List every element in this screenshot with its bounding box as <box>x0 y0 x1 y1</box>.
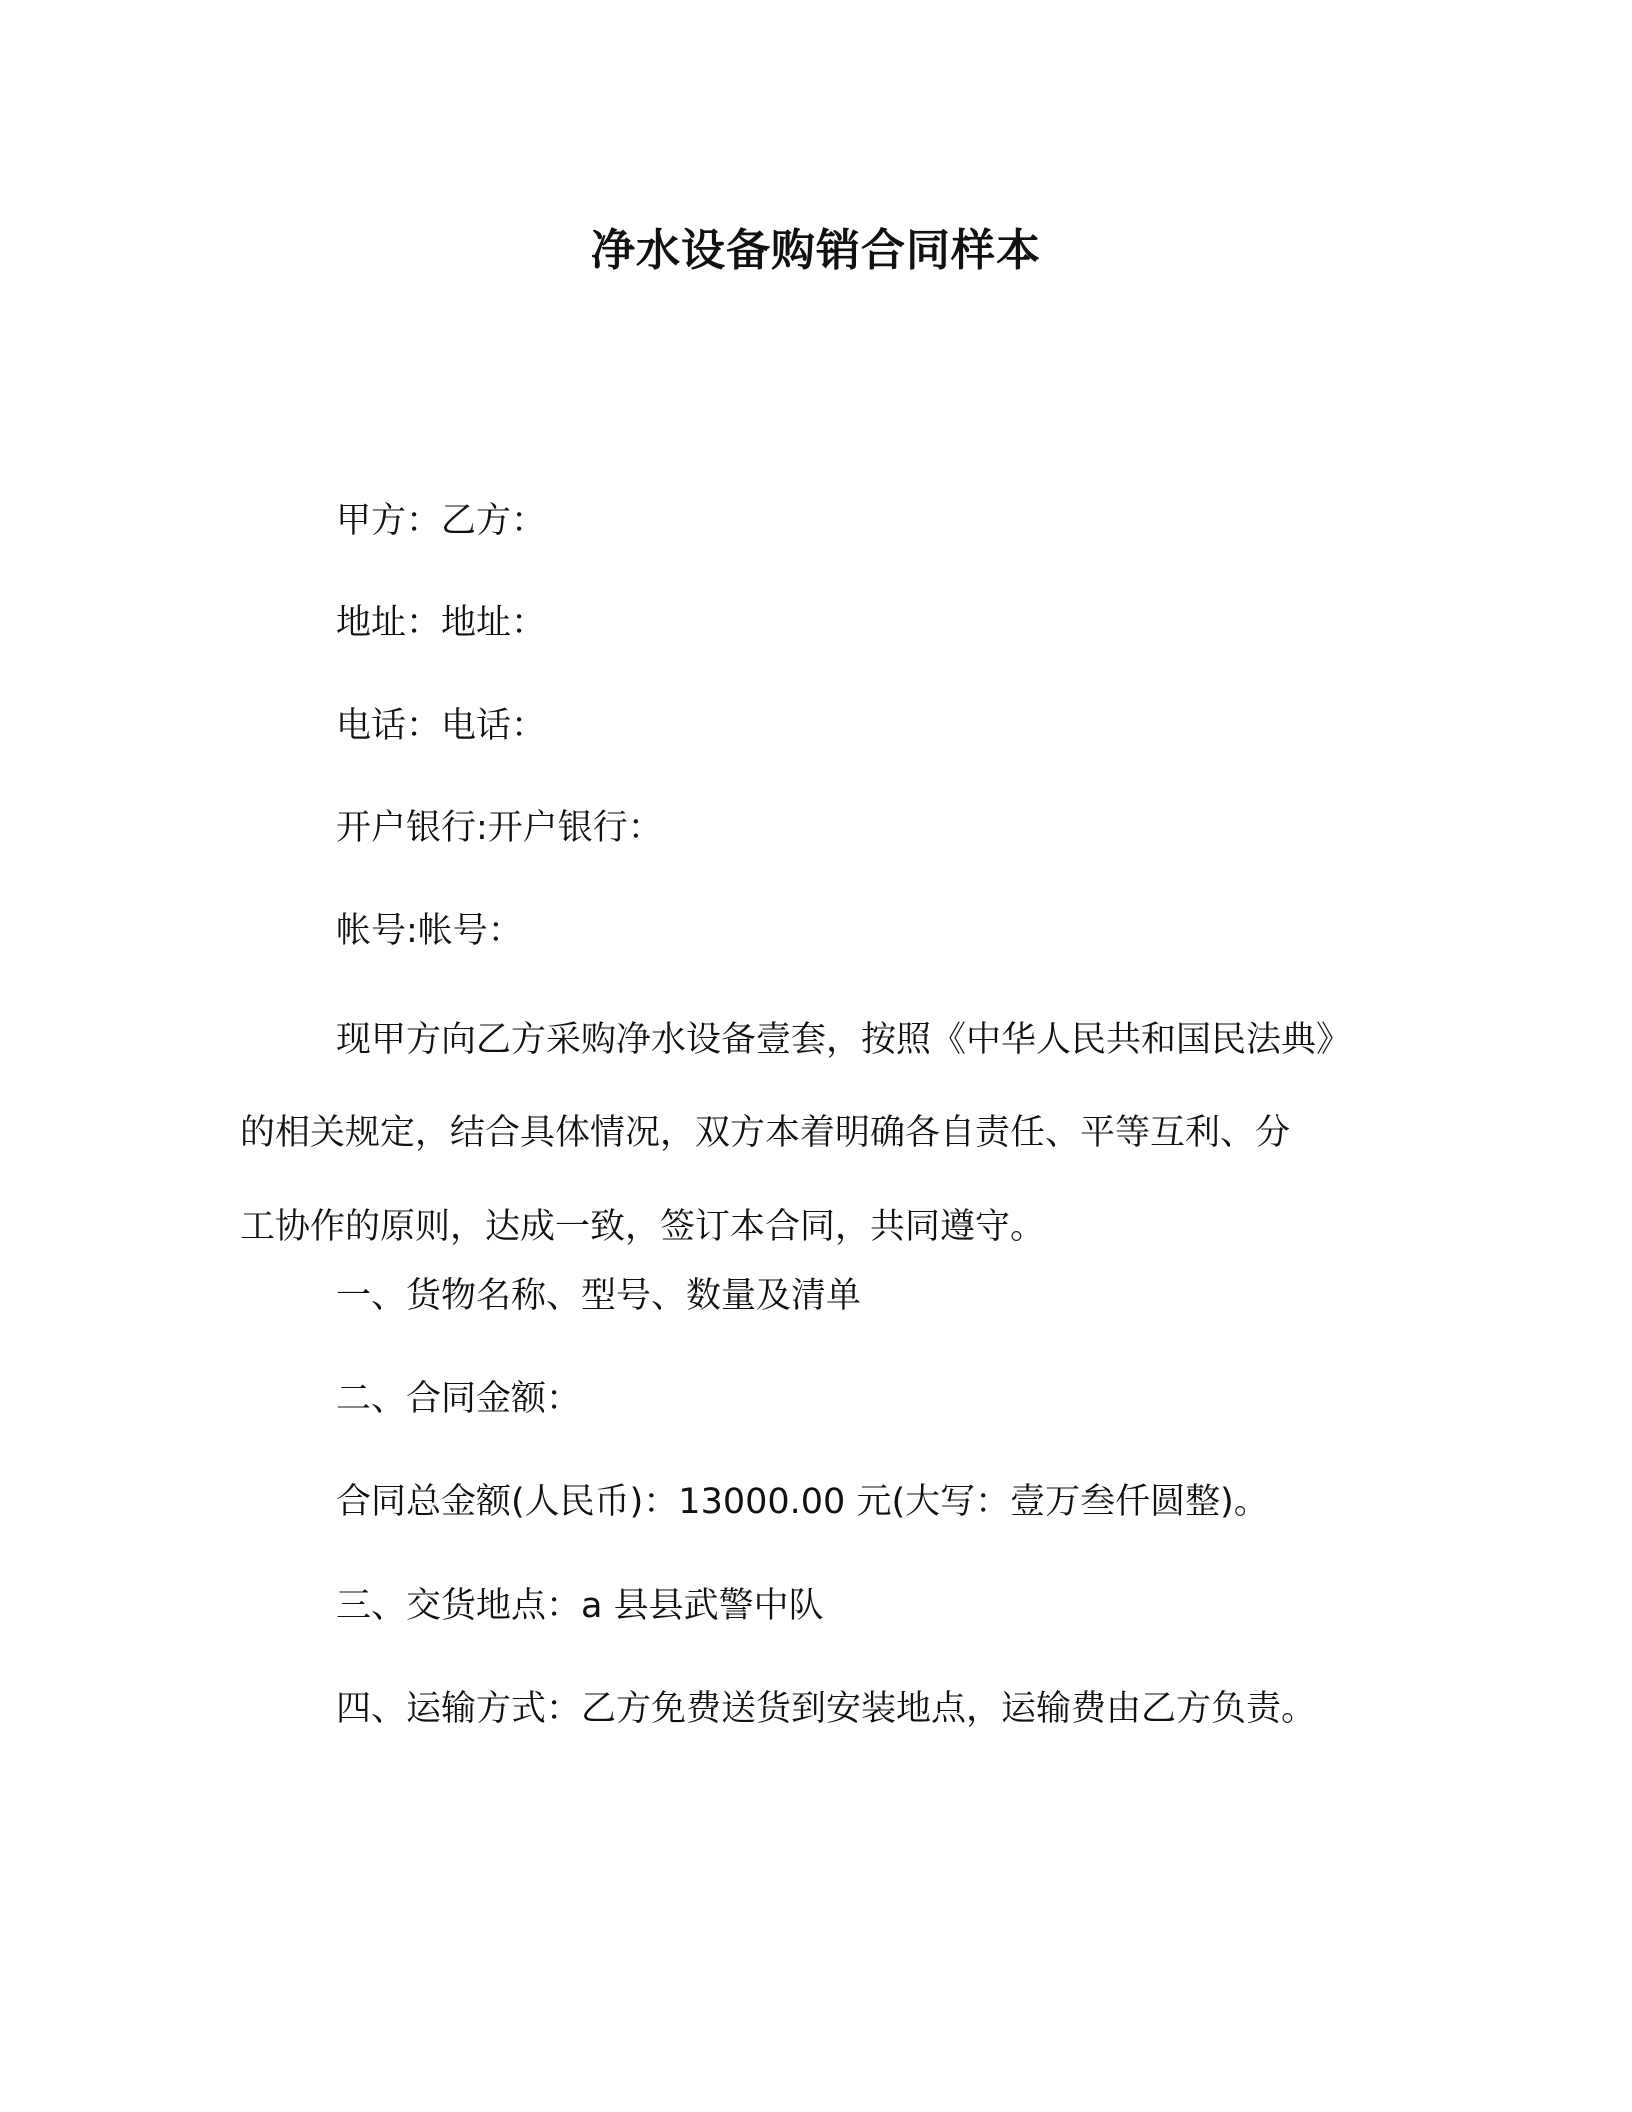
party-line-parties: 甲方：乙方： <box>336 501 547 541</box>
party-line-bank: 开户银行:开户银行： <box>336 808 663 848</box>
party-line-address: 地址：地址： <box>336 603 547 643</box>
intro-line: 现甲方向乙方采购净水设备壹套，按照《中华人民共和国民法典》 <box>336 1020 1352 1060</box>
section-transport-method: 四、运输方式：乙方免费送货到安装地点，运输费由乙方负责。 <box>336 1689 1317 1729</box>
section-amount-heading: 二、合同金额： <box>336 1379 582 1419</box>
contract-total-amount: 合同总金额(人民币)：13000.00 元(大写：壹万叁仟圆整)。 <box>336 1482 1269 1522</box>
party-line-phone: 电话：电话： <box>336 706 547 746</box>
party-line-account: 帐号:帐号： <box>336 911 523 951</box>
section-goods-heading: 一、货物名称、型号、数量及清单 <box>336 1276 862 1316</box>
intro-line: 工协作的原则，达成一致，签订本合同，共同遵守。 <box>240 1207 1046 1247</box>
intro-line: 的相关规定，结合具体情况，双方本着明确各自责任、平等互利、分 <box>240 1113 1291 1153</box>
section-delivery-location: 三、交货地点：a 县县武警中队 <box>336 1586 824 1626</box>
document-title: 净水设备购销合同样本 <box>591 225 1041 276</box>
